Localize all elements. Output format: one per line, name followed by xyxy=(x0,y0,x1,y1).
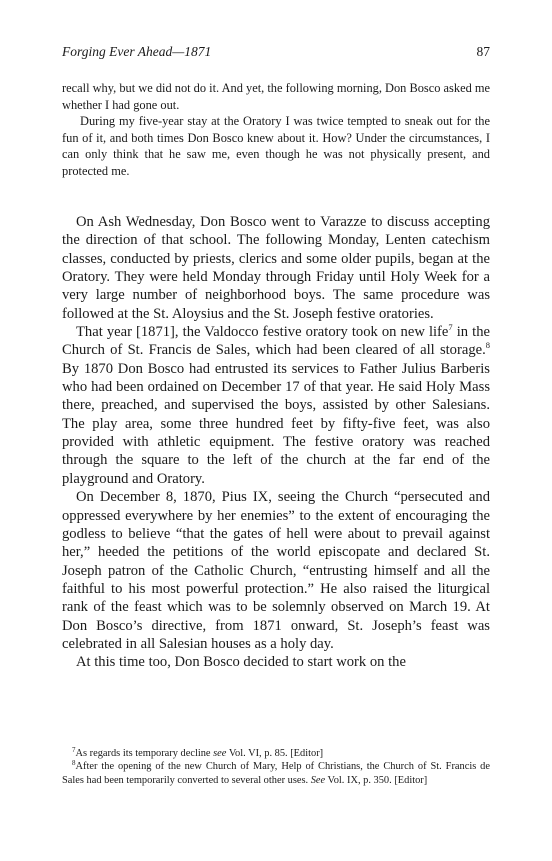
quote-paragraph-2: During my five-year stay at the Oratory I was twice tempted to sneak out for the fun of it, and both times Don Bosco knew about it. How? Under the circumstances, I can only think that he saw me, even though he was not physically present, and protected me. xyxy=(62,114,490,178)
body-paragraph-2-text-c: By 1870 Don Bosco had entrusted its services to Father Julius Barberis who had been ordained on December 17 of that year. He said Holy Mass there, preached, and supervised the boys, assisted by other Salesians. The play area, some three hundred feet by fifty-five feet, was also provided with athletic equipment. The festive oratory was reached through the square to the left of the church at the far end of the playground and Oratory. xyxy=(62,360,490,487)
footnote-7-mark: 7 xyxy=(72,746,76,754)
footnote-8 xyxy=(62,760,490,787)
quote-paragraph-1: recall why, but we did not do it. And yet, the following morning, Don Bosco asked me whether I had gone out. xyxy=(62,81,490,112)
body-paragraph-2-text-a: That year [1871], the Valdocco festive oratory took on new life xyxy=(76,324,449,341)
footnote-ref-8: 8 xyxy=(485,340,490,351)
footnote-8-mark: 8 xyxy=(72,759,76,768)
body-paragraph-2-text-b: in the Church of St. Francis de Sales, which had been cleared of all storage. xyxy=(62,324,490,359)
footnote-ref-7: 7 xyxy=(448,322,453,333)
body-paragraph-1: On Ash Wednesday, Don Bosco went to Varazze to discuss accepting the direction of that school. The following Monday, Lenten catechism classes, conducted by priests, clerics and some older pupils, began at the Oratory. They were held Monday through Friday until Holy Week for a very large number of neighborhood boys. The same procedure was followed at the St. Aloysius and the St. Joseph festive oratories. xyxy=(62,214,490,322)
body-paragraph-2 xyxy=(62,323,490,488)
body-paragraph-3: On December 8, 1870, Pius IX, seeing the Church “persecuted and oppressed everywhere by her enemies” to the extent of encouraging the godless to believe “that the gates of hell were about to prevail against her,” heeded the petitions of the world episcopate and declared St. Joseph patron of the Catholic Church, “entrusting himself and all the faithful to his most powerful protection.” He also raised the liturgical rank of the feast which was to be solemnly observed on March 19. At Don Bosco’s directive, from 1871 onward, St. Joseph’s feast was celebrated in all Salesian houses as a holy day. xyxy=(62,489,490,652)
running-head-title: Forging Ever Ahead—1871 xyxy=(62,44,212,59)
footnotes xyxy=(62,747,490,787)
footnote-7 xyxy=(62,747,490,760)
footnote-7-text-a: As regards its temporary decline xyxy=(75,748,214,759)
footnote-7-see: see xyxy=(213,748,227,759)
main-text xyxy=(62,213,490,672)
footnote-8-see: See xyxy=(310,774,326,786)
body-paragraph-4: At this time too, Don Bosco decided to start work on the xyxy=(76,654,406,671)
footnote-8-text-b: Vol. IX, p. 350. [Editor] xyxy=(325,774,428,786)
running-head xyxy=(62,44,490,64)
footnote-8-text-a: After the opening of the new Church of Mary, Help of Christians, the Church of St. Francis de Sales had been temporarily converted to several other uses. xyxy=(62,761,490,786)
page-number: 87 xyxy=(476,44,490,59)
quoted-testimony xyxy=(62,80,490,180)
footnote-7-text-b: Vol. VI, p. 85. [Editor] xyxy=(226,748,324,759)
